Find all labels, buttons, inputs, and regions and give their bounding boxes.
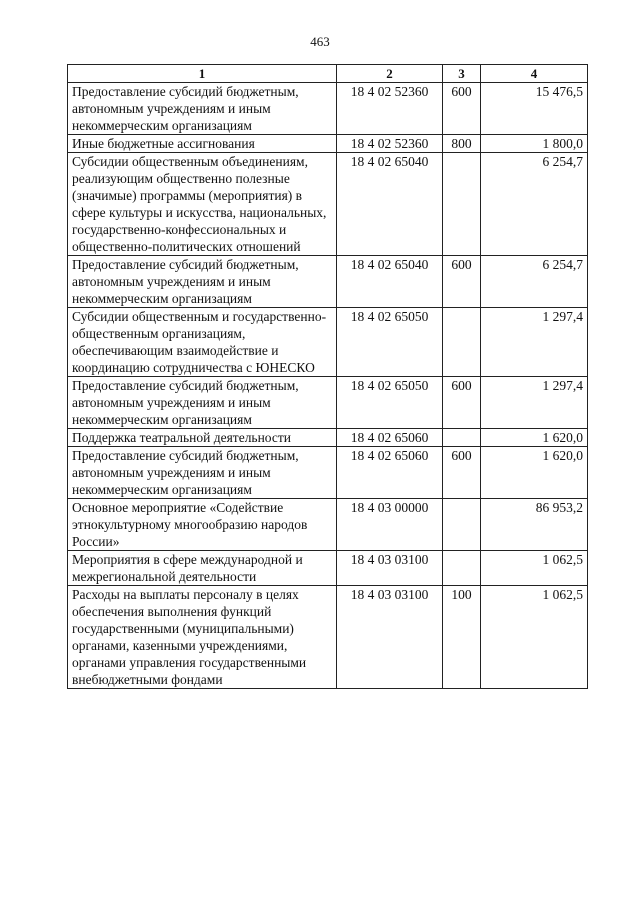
row-type-cell bbox=[443, 429, 481, 447]
row-type-cell: 600 bbox=[443, 256, 481, 308]
column-header-2: 2 bbox=[337, 65, 443, 83]
row-code-cell: 18 4 03 03100 bbox=[337, 551, 443, 586]
row-amount-cell: 6 254,7 bbox=[481, 256, 588, 308]
row-amount-cell: 1 620,0 bbox=[481, 429, 588, 447]
table-row bbox=[68, 447, 588, 499]
row-type-cell bbox=[443, 499, 481, 551]
row-code-cell: 18 4 02 52360 bbox=[337, 135, 443, 153]
row-type-cell: 600 bbox=[443, 83, 481, 135]
table-row bbox=[68, 256, 588, 308]
row-name-cell: Расходы на выплаты персоналу в целях обеспечения выполнения функций государственными (муниципальными) органами, казенными учреждениями, органами управления государственными внебюджетными фондами bbox=[68, 586, 337, 689]
row-amount-cell: 86 953,2 bbox=[481, 499, 588, 551]
table-row bbox=[68, 308, 588, 377]
row-amount-cell: 1 297,4 bbox=[481, 308, 588, 377]
row-code-cell: 18 4 02 65050 bbox=[337, 308, 443, 377]
row-name-cell: Предоставление субсидий бюджетным, автономным учреждениям и иным некоммерческим организациям bbox=[68, 83, 337, 135]
row-type-cell: 100 bbox=[443, 586, 481, 689]
row-amount-cell: 1 062,5 bbox=[481, 586, 588, 689]
row-amount-cell: 1 620,0 bbox=[481, 447, 588, 499]
row-type-cell: 600 bbox=[443, 447, 481, 499]
row-amount-cell: 1 297,4 bbox=[481, 377, 588, 429]
table-row bbox=[68, 586, 588, 689]
row-amount-cell: 15 476,5 bbox=[481, 83, 588, 135]
header-row bbox=[68, 65, 588, 83]
row-name-cell: Поддержка театральной деятельности bbox=[68, 429, 337, 447]
row-name-cell: Мероприятия в сфере международной и межрегиональной деятельности bbox=[68, 551, 337, 586]
row-code-cell: 18 4 02 52360 bbox=[337, 83, 443, 135]
table-row bbox=[68, 135, 588, 153]
row-type-cell bbox=[443, 308, 481, 377]
table-row bbox=[68, 83, 588, 135]
row-code-cell: 18 4 03 03100 bbox=[337, 586, 443, 689]
column-header-1: 1 bbox=[68, 65, 337, 83]
row-amount-cell: 1 062,5 bbox=[481, 551, 588, 586]
budget-table bbox=[67, 64, 588, 689]
row-name-cell: Предоставление субсидий бюджетным, автономным учреждениям и иным некоммерческим организациям bbox=[68, 447, 337, 499]
row-amount-cell: 1 800,0 bbox=[481, 135, 588, 153]
row-name-cell: Субсидии общественным и государственно-общественным организациям, обеспечивающим взаимодействие и координацию сотрудничества с ЮНЕСКО bbox=[68, 308, 337, 377]
row-code-cell: 18 4 02 65060 bbox=[337, 447, 443, 499]
table-row bbox=[68, 551, 588, 586]
row-code-cell: 18 4 02 65040 bbox=[337, 256, 443, 308]
row-amount-cell: 6 254,7 bbox=[481, 153, 588, 256]
page-number: 463 bbox=[310, 34, 330, 49]
column-header-4: 4 bbox=[481, 65, 588, 83]
table-row bbox=[68, 377, 588, 429]
row-type-cell: 800 bbox=[443, 135, 481, 153]
row-code-cell: 18 4 02 65050 bbox=[337, 377, 443, 429]
row-name-cell: Предоставление субсидий бюджетным, автономным учреждениям и иным некоммерческим организациям bbox=[68, 377, 337, 429]
row-name-cell: Основное мероприятие «Содействие этнокультурному многообразию народов России» bbox=[68, 499, 337, 551]
column-header-3: 3 bbox=[443, 65, 481, 83]
row-name-cell: Предоставление субсидий бюджетным, автономным учреждениям и иным некоммерческим организациям bbox=[68, 256, 337, 308]
table-row bbox=[68, 429, 588, 447]
row-type-cell bbox=[443, 551, 481, 586]
table-row bbox=[68, 499, 588, 551]
row-code-cell: 18 4 02 65060 bbox=[337, 429, 443, 447]
row-type-cell bbox=[443, 153, 481, 256]
row-name-cell: Иные бюджетные ассигнования bbox=[68, 135, 337, 153]
row-name-cell: Субсидии общественным объединениям, реализующим общественно полезные (значимые) программы (мероприятия) в сфере культуры и искусства, национальных, государственно-конфессиональных и общественно-политических отношений bbox=[68, 153, 337, 256]
row-type-cell: 600 bbox=[443, 377, 481, 429]
row-code-cell: 18 4 03 00000 bbox=[337, 499, 443, 551]
table-row bbox=[68, 153, 588, 256]
row-code-cell: 18 4 02 65040 bbox=[337, 153, 443, 256]
